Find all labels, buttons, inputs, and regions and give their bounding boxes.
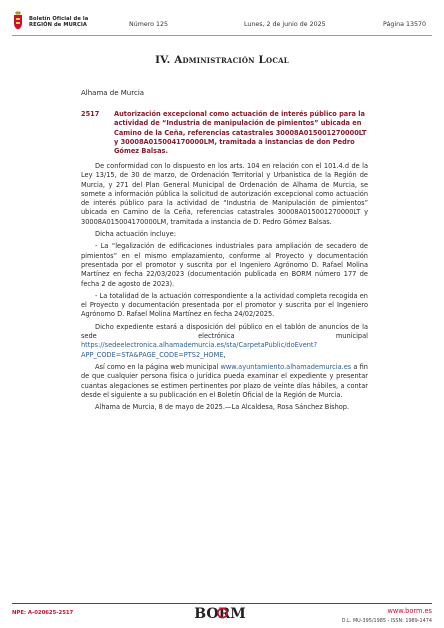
announcement-title: Autorización excepcional como actuación de interés público para la actividad de “Industria de manipulación de pimientos” ubicada en Camino de la Ceña, referencias catastrales 30008A015001270000LT y 30008A015004170000LM, tramitada a instancias de don Pedro Gómez Balsas. xyxy=(114,110,367,156)
website-link[interactable]: www.borm.es xyxy=(387,607,432,615)
paragraph: Dicha actuación incluye: xyxy=(95,230,176,239)
section-title: IV. Administración Local xyxy=(155,54,289,66)
paragraph xyxy=(81,363,368,400)
legal-deposit: D.L. MU-395/1985 - ISSN: 1989-1474 xyxy=(341,618,432,624)
npe-code: NPE: A-020625-2517 xyxy=(12,610,74,616)
footer-divider xyxy=(12,603,432,604)
paragraph: De conformidad con lo dispuesto en los arts. 104 en relación con el 101.4.d de la Ley 13/15, de 30 de marzo, de Ordenación Territorial y Urbanística de la Región de Murcia, y 271 del Plan General Municipal de Ordenación de Alhama de Murcia, se somete a información pública la solicitud de autorización excepcional como actuación de interés público para la actividad de “Industria de Manipulación de pimientos” ubicada en Camino de la Ceña, referencias catastrales 30008A015001270000LT y 30008A015004170000LM, tramitada a instancia de D. Pedro Gómez Balsas. xyxy=(81,162,368,226)
announcement-number: 2517 xyxy=(81,110,100,118)
issue-number: Número 125 xyxy=(129,21,169,28)
brand-line-1: Boletín Oficial de la xyxy=(29,16,89,22)
paragraph-text: Dicho expediente estará a disposición del público en el tablón de anuncios de la sede electrónica municipal xyxy=(81,322,368,341)
region-crest-icon xyxy=(12,11,24,30)
paragraph-text: a fin de que cualquier persona física o jurídica pueda examinar el expediente y presentar cuantas alegaciones se estimen pertinentes por plazo de veinte días hábiles, a contar desde el siguiente a su publicación en el Boletín Oficial de la Región de Murcia. xyxy=(81,362,368,399)
borm-logo xyxy=(188,605,252,620)
issue-date: Lunes, 2 de junio de 2025 xyxy=(244,21,326,28)
bulletin-brand xyxy=(29,16,88,28)
paragraph: - La totalidad de la actuación correspondiente a la actividad completa recogida en el Proyecto y documentación presentada por el promotor y suscrita por el Ingeniero Agrónomo D. Rafael Molina Martínez en fecha 24/02/2025. xyxy=(81,291,368,319)
header-divider xyxy=(12,35,432,36)
signature-line: Alhama de Murcia, 8 de mayo de 2025.—La Alcaldesa, Rosa Sánchez Bishop. xyxy=(95,403,350,412)
paragraph-text: , xyxy=(223,350,226,359)
sede-electronica-link[interactable]: https://sedeelectronica.alhamademurcia.es/sta/CarpetaPublic/doEvent?APP_CODE=STA&PAGE_CODE=PTS2_HOME xyxy=(81,341,318,359)
borm-logo-text: BORM xyxy=(194,606,246,620)
paragraph: - La “legalización de edificaciones industriales para ampliación de secadero de pimientos” en el mismo emplazamiento, conforme al Proyecto y documentación presentada por el promotor y suscrita por el Ingeniero Agrónomo D. Rafael Molina Martínez en fecha 22/03/2023 (documentación publicada en BORM número 177 de fecha 2 de agosto de 2023). xyxy=(81,242,368,288)
page-number: Página 13570 xyxy=(382,21,426,28)
paragraph-text: Así como en la página web municipal xyxy=(95,362,221,371)
entity-name: Alhama de Murcia xyxy=(81,89,145,97)
announcement-body xyxy=(81,162,368,412)
brand-line-2: REGIÓN de MURCIA xyxy=(29,22,88,29)
ayuntamiento-website-link[interactable]: www.ayuntamiento.alhamademurcia.es xyxy=(220,362,352,371)
page-header xyxy=(12,9,432,35)
paragraph xyxy=(81,323,368,360)
